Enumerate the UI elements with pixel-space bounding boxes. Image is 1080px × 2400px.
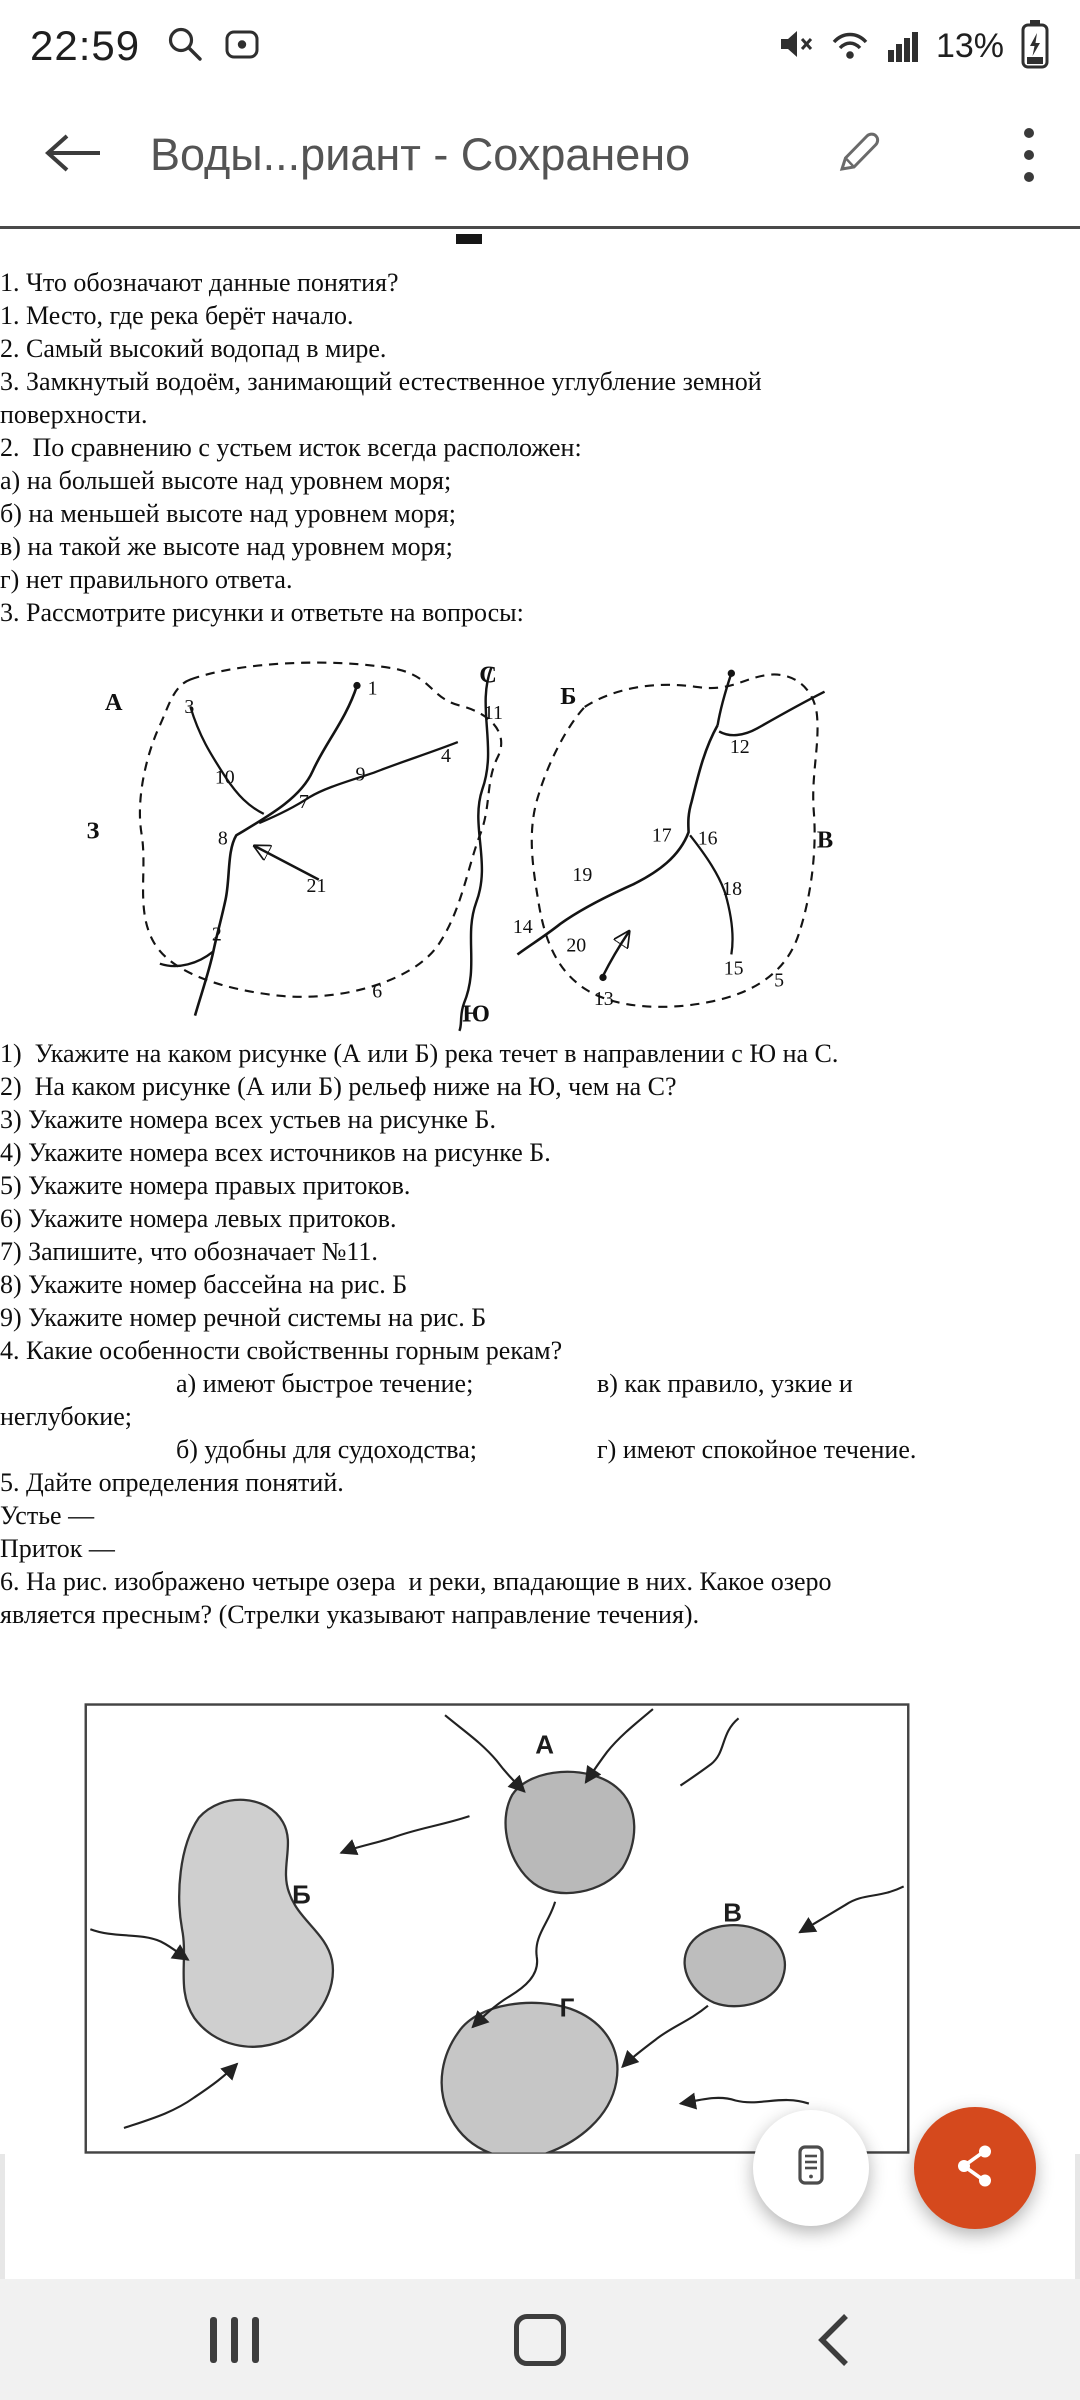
question-2-option: в) на такой же высоте над уровнем моря; (0, 532, 453, 561)
recents-button[interactable] (209, 2279, 259, 2400)
question-2-option: г) нет правильного ответа. (0, 565, 293, 594)
clock: 22:59 (30, 22, 141, 69)
sub-question: 1) Укажите на каком рисунке (А или Б) река течет в направлении с Ю на С. (0, 1039, 839, 1068)
svg-text:17: 17 (651, 824, 672, 847)
svg-text:13: 13 (593, 987, 614, 1010)
overflow-menu-icon[interactable] (1018, 122, 1040, 188)
svg-text:В: В (723, 1897, 743, 1928)
sub-question: 2) На каком рисунке (А или Б) рельеф ниже на Ю, чем на С? (0, 1072, 677, 1101)
svg-text:5: 5 (774, 969, 785, 992)
question-1-title: 1. Что обозначают данные понятия? (0, 268, 399, 297)
question-5-title: 5. Дайте определения понятий. (0, 1468, 344, 1497)
sub-question: 6) Укажите номера левых притоков. (0, 1204, 397, 1233)
figure-lakes (84, 1703, 910, 2154)
figure1-number-labels (184, 678, 784, 1010)
svg-text:11: 11 (483, 702, 503, 725)
svg-text:9: 9 (355, 763, 366, 786)
svg-text:18: 18 (722, 877, 743, 900)
svg-text:8: 8 (217, 827, 228, 850)
svg-text:1: 1 (367, 677, 378, 700)
search-icon (166, 25, 204, 68)
mute-icon (778, 26, 814, 67)
app-header (0, 92, 1080, 218)
svg-text:Б: Б (560, 682, 577, 710)
reader-view-icon (785, 2140, 837, 2197)
question-5-item: Приток — (0, 1534, 115, 1563)
svg-text:14: 14 (512, 916, 533, 939)
question-3-subquestions (0, 1037, 1080, 1334)
sub-question: 3) Укажите номера всех устьев на рисунке Б. (0, 1105, 496, 1134)
reader-view-button[interactable] (753, 2110, 869, 2226)
question-4-title: 4. Какие особенности свойственны горным рекам? (0, 1336, 563, 1365)
svg-text:7: 7 (298, 790, 309, 813)
question-5-item: Устье — (0, 1501, 95, 1530)
back-arrow-icon[interactable] (40, 130, 106, 181)
edit-pencil-icon[interactable] (830, 126, 884, 185)
svg-text:16: 16 (697, 827, 718, 850)
back-button[interactable] (812, 2279, 856, 2400)
question-2-option: б) на меньшей высоте над уровнем моря; (0, 499, 456, 528)
home-button[interactable] (514, 2279, 566, 2400)
home-icon (514, 2314, 566, 2366)
wifi-icon (830, 27, 870, 66)
question-1-item: 3. Замкнутый водоём, занимающий естественное углубление земной поверхности. (0, 367, 769, 429)
question-2-option: а) на большей высоте над уровнем моря; (0, 466, 452, 495)
sub-question: 5) Укажите номера правых притоков. (0, 1171, 411, 1200)
figure1-direction-labels (87, 662, 834, 1028)
question-2-title: 2. По сравнению с устьем исток всегда расположен: (0, 433, 582, 462)
question-1-item: 2. Самый высокий водопад в мире. (0, 334, 387, 363)
question-4-option: б) удобны для судоходства; (176, 1435, 477, 1464)
svg-text:А: А (104, 689, 123, 717)
signal-icon (886, 26, 920, 67)
svg-text:10: 10 (214, 766, 235, 789)
svg-text:Ю: Ю (462, 1000, 490, 1028)
question-4-options-row (176, 1433, 1080, 1466)
document-page[interactable] (0, 226, 1080, 2154)
svg-text:З: З (86, 817, 100, 845)
navigation-bar (0, 2279, 1080, 2400)
page-cut-text (456, 234, 482, 244)
svg-text:Г: Г (559, 1992, 575, 2023)
question-4-options-row (176, 1367, 1080, 1400)
svg-text:4: 4 (441, 744, 451, 767)
screen-record-icon (224, 26, 260, 67)
question-4-option: г) имеют спокойное течение. (597, 1435, 917, 1464)
svg-text:6: 6 (372, 980, 383, 1003)
status-bar (0, 0, 1080, 92)
back-icon (814, 2311, 854, 2369)
svg-text:20: 20 (566, 934, 587, 957)
svg-text:3: 3 (184, 696, 195, 719)
sub-question: 4) Укажите номера всех источников на рисунке Б. (0, 1138, 551, 1167)
question-3-title: 3. Рассмотрите рисунки и ответьте на вопросы: (0, 598, 524, 627)
svg-text:12: 12 (729, 735, 750, 758)
figure-river-systems (77, 655, 857, 1037)
svg-text:21: 21 (306, 874, 327, 897)
share-button[interactable] (914, 2107, 1036, 2229)
sub-question: 8) Укажите номер бассейна на рис. Б (0, 1270, 408, 1299)
share-icon (946, 2137, 1004, 2200)
svg-text:С: С (479, 661, 497, 689)
svg-text:А: А (535, 1729, 554, 1760)
question-4-option-wrap: неглубокие; (0, 1402, 132, 1431)
sub-question: 9) Укажите номер речной системы на рис. Б (0, 1303, 487, 1332)
question-6-text: 6. На рис. изображено четыре озера и реки, впадающие в них. Какое озеро является пресным? (Стрелки указывают направление течения). (0, 1567, 839, 1629)
svg-text:15: 15 (723, 957, 744, 980)
document-title: Воды...риант - Сохранено (150, 129, 691, 180)
battery-icon (1020, 19, 1050, 74)
svg-text:2: 2 (211, 923, 222, 946)
battery-percent: 13% (935, 26, 1004, 65)
svg-text:В: В (816, 826, 834, 854)
question-1-item: 1. Место, где река берёт начало. (0, 301, 354, 330)
svg-text:Б: Б (292, 1879, 311, 1910)
question-4-option: в) как правило, узкие и (597, 1369, 853, 1398)
svg-text:19: 19 (572, 864, 593, 887)
question-4-option: а) имеют быстрое течение; (176, 1369, 474, 1398)
sub-question: 7) Запишите, что обозначает №11. (0, 1237, 378, 1266)
